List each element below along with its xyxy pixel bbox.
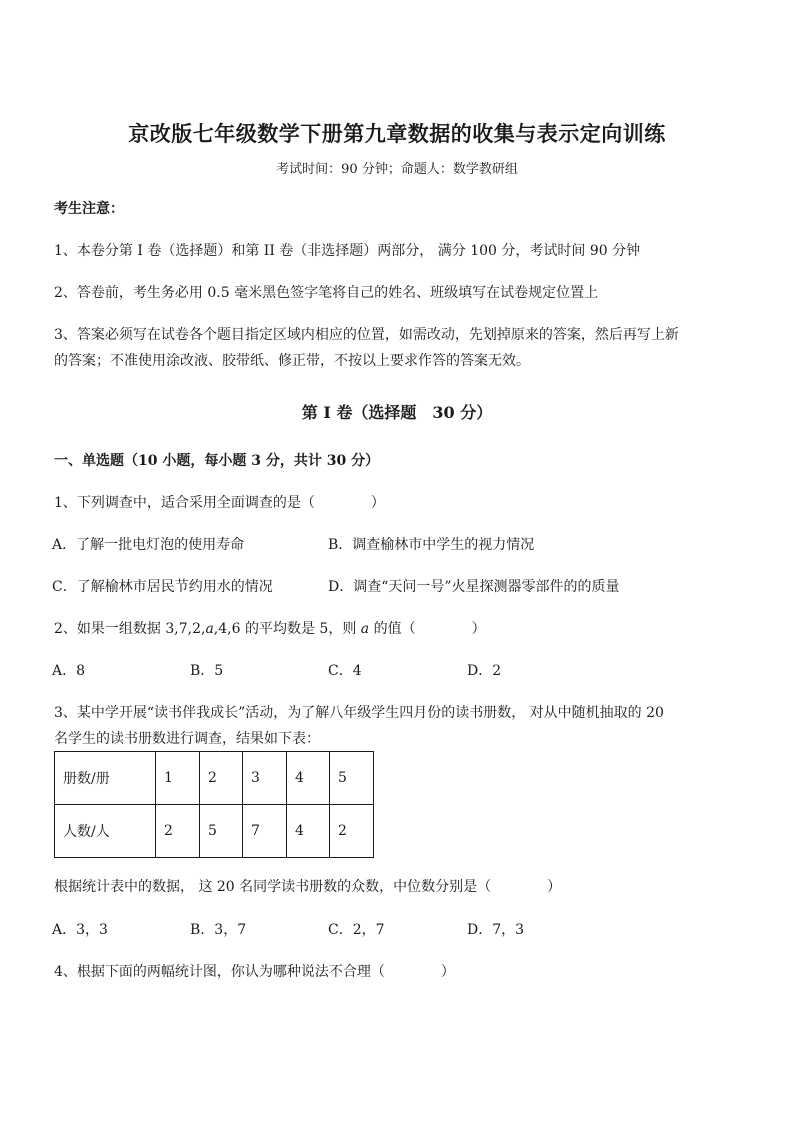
q2-stem-variable: a bbox=[205, 621, 214, 637]
q2-stem-suffix: 的值（ ） bbox=[369, 621, 486, 637]
table-row bbox=[55, 752, 374, 805]
q1-option-a[interactable]: A．了解一批电灯泡的使用寿命 bbox=[52, 537, 245, 553]
q2-stem-prefix: 2、如果一组数据 3,7,2, bbox=[54, 621, 206, 637]
q2-option-b[interactable]: B．5 bbox=[190, 663, 224, 679]
q1-option-c[interactable]: C．了解榆林市居民节约用水的情况 bbox=[52, 579, 273, 595]
q3-followup: 根据统计表中的数据， 这 20 名同学读书册数的众数，中位数分别是（ ） bbox=[54, 879, 562, 895]
table-cell: 5 bbox=[200, 805, 243, 858]
q3-stats-table bbox=[54, 751, 374, 858]
notice-item-3: 3、答案必须写在试卷各个题目指定区域内相应的位置，如需改动，先划掉原来的答案，然后再写上新 bbox=[54, 327, 679, 343]
q4-stem: 4、根据下面的两幅统计图，你认为哪种说法不合理（ ） bbox=[54, 964, 455, 980]
table-cell: 2 bbox=[330, 805, 374, 858]
q2-option-d[interactable]: D．2 bbox=[467, 663, 502, 679]
part1-title: 第 I 卷（选择题 30 分） bbox=[301, 403, 493, 422]
q3-stem-line2: 名学生的读书册数进行调查，结果如下表： bbox=[54, 731, 320, 747]
table-row bbox=[55, 805, 374, 858]
notice-item-2: 2、答卷前，考生务必用 0.5 毫米黑色签字笔将自己的姓名、班级填写在试卷规定位置上 bbox=[54, 285, 599, 301]
table-cell: 5 bbox=[330, 752, 374, 805]
q1-stem: 1、下列调查中，适合采用全面调查的是（ ） bbox=[54, 495, 385, 511]
table-cell: 7 bbox=[243, 805, 287, 858]
q2-stem bbox=[54, 619, 486, 639]
table-cell: 4 bbox=[287, 752, 330, 805]
q3-stem-line1: 3、某中学开展“读书伴我成长”活动，为了解八年级学生四月份的读书册数， 对从中随机抽取的 20 bbox=[54, 705, 664, 721]
table-cell: 2 bbox=[200, 752, 243, 805]
exam-subtitle: 考试时间：90 分钟；命题人：数学教研组 bbox=[276, 162, 518, 177]
q2-stem-variable-2: a bbox=[360, 621, 370, 637]
table-cell: 2 bbox=[156, 805, 200, 858]
notice-heading: 考生注意： bbox=[54, 201, 124, 217]
q2-option-a[interactable]: A．8 bbox=[52, 663, 86, 679]
table-cell: 册数/册 bbox=[55, 752, 156, 805]
notice-item-3-cont: 的答案；不准使用涂改液、胶带纸、修正带，不按以上要求作答的答案无效。 bbox=[54, 353, 530, 369]
table-cell: 人数/人 bbox=[55, 805, 156, 858]
q3-option-c[interactable]: C．2，7 bbox=[328, 922, 385, 938]
q3-option-d[interactable]: D．7，3 bbox=[467, 922, 525, 938]
q2-option-c[interactable]: C．4 bbox=[328, 663, 362, 679]
table-cell: 1 bbox=[156, 752, 200, 805]
q2-stem-mid: ,4,6 的平均数是 5，则 bbox=[213, 621, 361, 637]
q3-option-a[interactable]: A．3，3 bbox=[52, 922, 108, 938]
table-cell: 3 bbox=[243, 752, 287, 805]
q1-option-d[interactable]: D．调查“天问一号”火星探测器零部件的的质量 bbox=[328, 579, 620, 595]
q1-option-b[interactable]: B．调查榆林市中学生的视力情况 bbox=[328, 537, 535, 553]
notice-item-1: 1、本卷分第 I 卷（选择题）和第 II 卷（非选择题）两部分， 满分 100 分，考试时间 90 分钟 bbox=[54, 243, 641, 259]
table-cell: 4 bbox=[287, 805, 330, 858]
q3-option-b[interactable]: B．3，7 bbox=[190, 922, 247, 938]
page-title: 京改版七年级数学下册第九章数据的收集与表示定向训练 bbox=[128, 121, 666, 146]
section-heading: 一、单选题（10 小题，每小题 3 分，共计 30 分） bbox=[54, 453, 380, 469]
